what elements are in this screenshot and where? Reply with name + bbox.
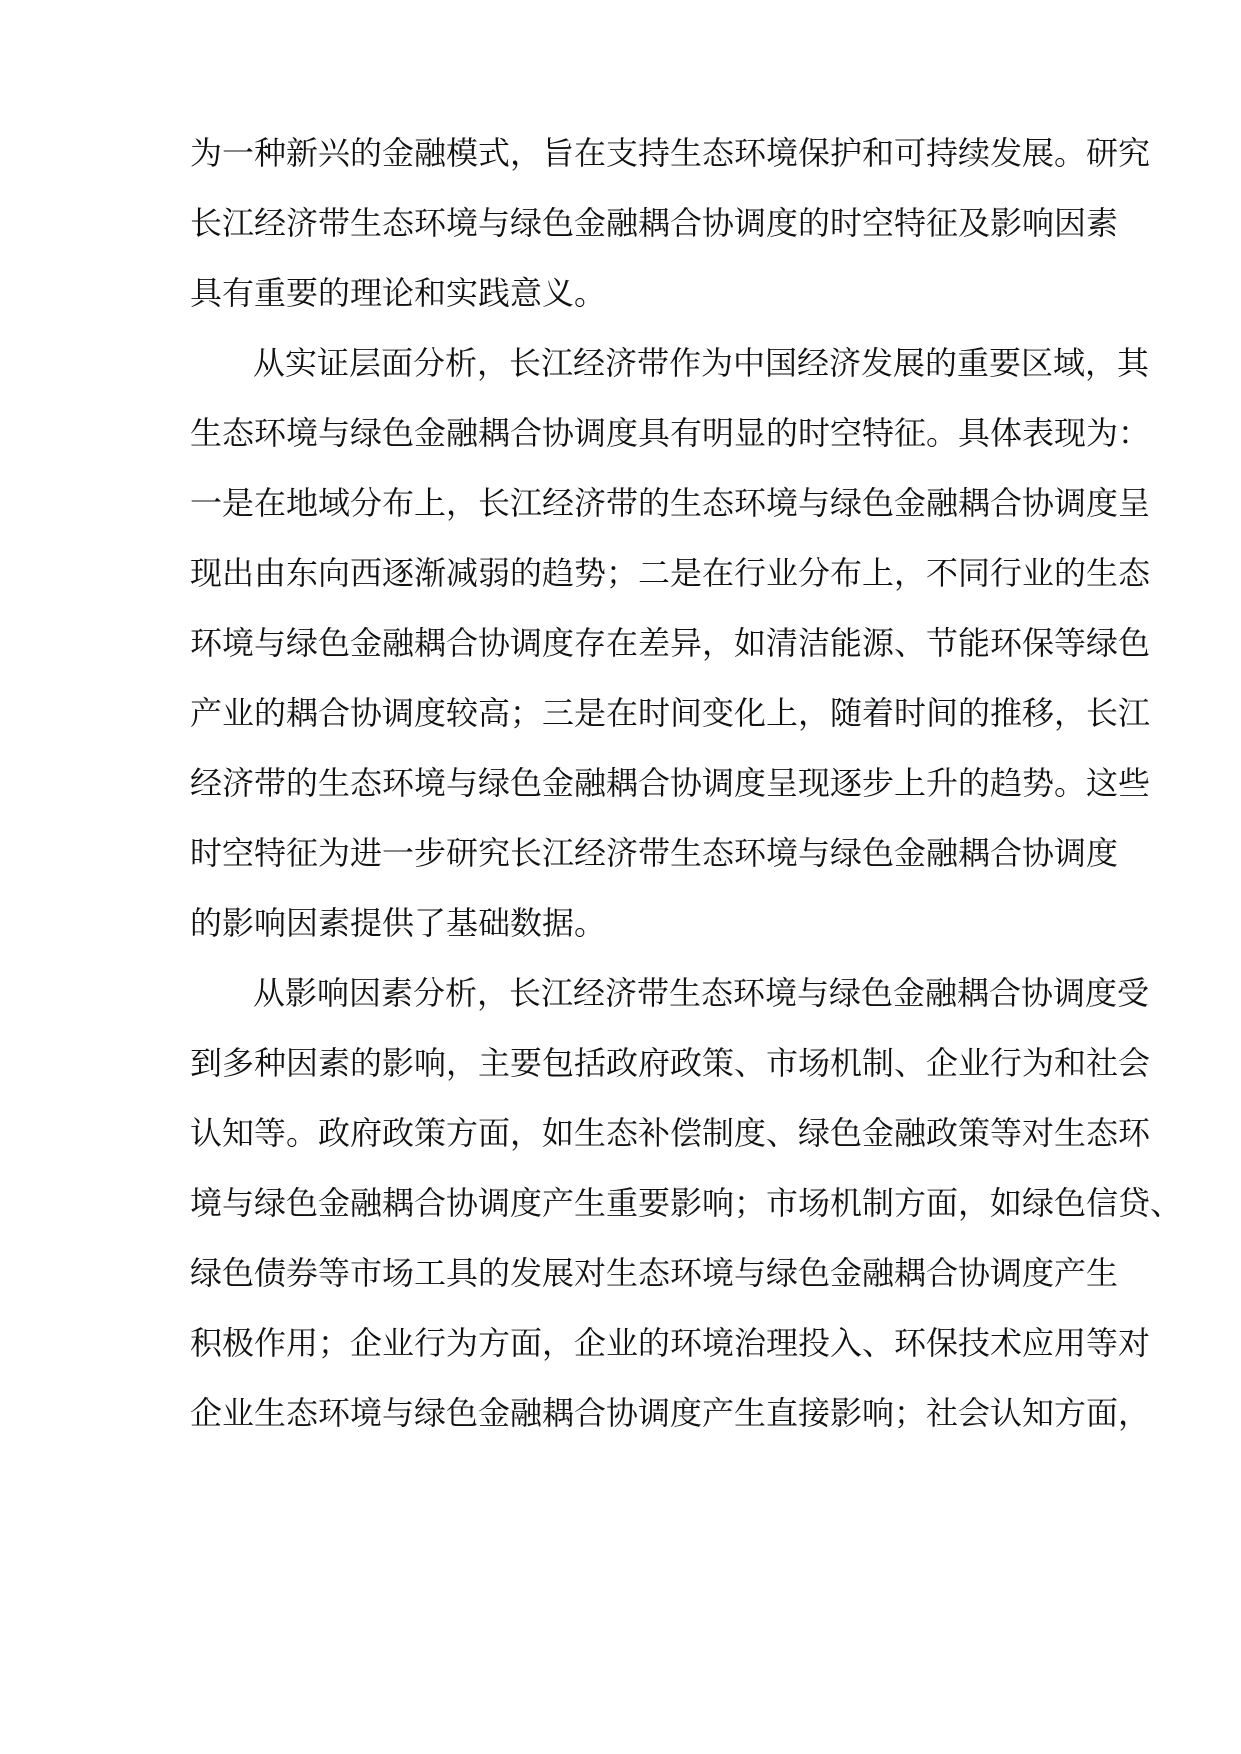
body-text-line: 积极作用；企业行为方面，企业的环境治理投入、环保技术应用等对 [190,1324,1151,1362]
body-text-line: 一是在地域分布上，长江经济带的生态环境与绿色金融耦合协调度呈 [190,484,1151,522]
body-text-line: 时空特征为进一步研究长江经济带生态环境与绿色金融耦合协调度 [190,834,1119,872]
paragraph-first-line: 从实证层面分析，长江经济带作为中国经济发展的重要区域，其 [253,344,1150,382]
body-text-line: 生态环境与绿色金融耦合协调度具有明显的时空特征。具体表现为： [190,414,1151,452]
body-text-line: 绿色债券等市场工具的发展对生态环境与绿色金融耦合协调度产生 [190,1254,1119,1292]
body-text-line: 为一种新兴的金融模式，旨在支持生态环境保护和可持续发展。研究 [190,134,1151,172]
body-text-line: 认知等。政府政策方面，如生态补偿制度、绿色金融政策等对生态环 [190,1114,1151,1152]
body-text-line: 境与绿色金融耦合协调度产生重要影响；市场机制方面，如绿色信贷、 [190,1184,1183,1222]
paragraph-first-line: 从影响因素分析，长江经济带生态环境与绿色金融耦合协调度受 [253,974,1150,1012]
body-text-line: 到多种因素的影响，主要包括政府政策、市场机制、企业行为和社会 [190,1044,1151,1082]
body-text-line: 具有重要的理论和实践意义。 [190,274,607,312]
body-text-line: 现出由东向西逐渐减弱的趋势；二是在行业分布上，不同行业的生态 [190,554,1151,592]
body-text-line: 的影响因素提供了基础数据。 [190,904,607,942]
body-text-line: 经济带的生态环境与绿色金融耦合协调度呈现逐步上升的趋势。这些 [190,764,1151,802]
body-text-line: 企业生态环境与绿色金融耦合协调度产生直接影响；社会认知方面， [190,1394,1151,1432]
body-text-line: 长江经济带生态环境与绿色金融耦合协调度的时空特征及影响因素 [190,204,1119,242]
body-text-line: 产业的耦合协调度较高；三是在时间变化上，随着时间的推移，长江 [190,694,1151,732]
body-text-line: 环境与绿色金融耦合协调度存在差异，如清洁能源、节能环保等绿色 [190,624,1151,662]
